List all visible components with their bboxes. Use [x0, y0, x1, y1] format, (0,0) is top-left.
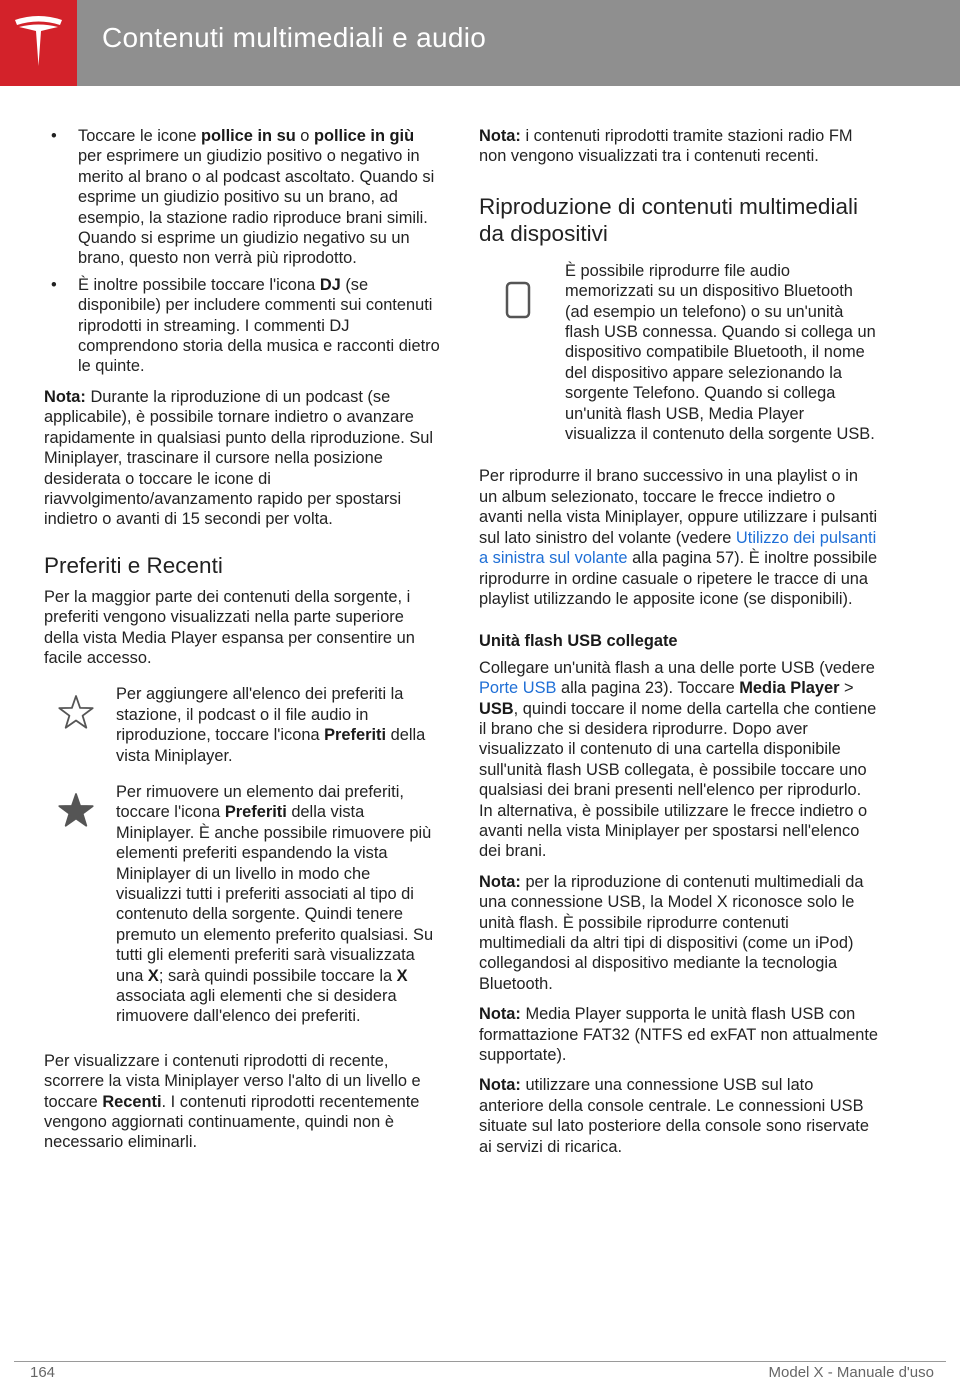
heading-usb: Unità flash USB collegate — [479, 632, 678, 651]
manual-title: Model X - Manuale d'uso — [768, 1364, 934, 1381]
right-column — [479, 126, 879, 1167]
favorites-intro: Per la maggior parte dei contenuti della sorgente, i preferiti vengono visualizzati nella parte superiore della vista Media Player espansa per consentire un facile accesso. — [44, 587, 415, 667]
tesla-logo — [0, 0, 77, 86]
bullet-dot: • — [51, 127, 57, 145]
phone-icon — [479, 261, 559, 341]
note-fm: Nota: i contenuti riprodotti tramite stazioni radio FM non vengono visualizzati tra i contenuti recenti. — [479, 127, 853, 166]
tesla-logo-icon — [13, 14, 64, 72]
usb-ports-link[interactable]: Porte USB — [479, 679, 557, 698]
star-filled-icon — [44, 782, 108, 842]
recent-paragraph: Per visualizzare i contenuti riprodotti di recente, scorrere la vista Miniplayer verso l'alto di un livello e toccare Recenti. I contenuti riprodotti recentemente vengono aggiornati continuamente, quindi non è necessario eliminarli. — [44, 1051, 421, 1152]
note-usb-flash-only: Nota: per la riproduzione di contenuti multimediali da una connessione USB, la Model X riconosce solo le unità flash. È possibile riprodurre contenuti multimediali da altri tipi di dispositivi (come un iPod) collegandosi al dispositivo mediante la tecnologia Bluetooth. — [479, 872, 864, 993]
heading-favorites: Preferiti e Recenti — [44, 552, 223, 578]
bullet-dot: • — [51, 275, 57, 294]
favorite-add-text: Per aggiungere all'elenco dei preferiti la stazione, il podcast o il file audio in riproduzione, toccare l'icona Preferiti della vista Miniplayer. — [116, 685, 426, 765]
bullet-dj: • È inoltre possibile toccare l'icona DJ (se disponibile) per includere commenti sui contenuti riprodotti in streaming. I commenti DJ comprendono storia della musica e racconti dietro le quinte. — [51, 275, 440, 376]
device-text: È possibile riprodurre file audio memorizzati su un dispositivo Bluetooth (ad esempio un telefono) o su un'unità flash USB connessa. Quando si collega un dispositivo compatibile Bluetooth, il nome del dispositivo appare selezionando la sorgente Telefono. Quando si collega un'unità flash USB, Media Player visualizza il contenuto della sorgente USB. — [565, 261, 876, 444]
next-track-paragraph: Per riprodurre il brano successivo in una playlist o in un album selezionato, toccare le frecce indietro o avanti nella vista Miniplayer, oppure utilizzare i pulsanti sul lato sinistro del volante (vedere Utilizzo dei pulsanti a sinistra sul volante alla pagina 57). È inoltre possibile riprodurre in ordine casuale o ripetere le tracce di una playlist utilizzando le apposite icone (se disponibili). — [479, 467, 878, 608]
page-number: 164 — [30, 1364, 56, 1381]
favorite-add-row — [44, 684, 440, 766]
favorite-remove-row — [44, 782, 440, 1027]
footer-divider — [14, 1361, 946, 1362]
bullet-thumbs: • Toccare le icone pollice in su o pollice in giù per esprimere un giudizio positivo o negativo in merito al brano o al podcast ascoltato. Quando si esprime un giudizio positivo su un brano, ad esempio, la stazione radio riproduce brani simili. Quando si esprime un giudizio negativo su un brano, questo non verrà più riprodotto. — [51, 127, 435, 268]
page-title: Contenuti multimediali e audio — [102, 22, 487, 53]
device-row — [479, 261, 879, 445]
note-usb-front: Nota: utilizzare una connessione USB sul lato anteriore della console centrale. Le connessioni USB situate sul lato posteriore della console sono riservate ai servizi di ricarica. — [479, 1076, 869, 1156]
heading-devices: Riproduzione di contenuti multimediali da dispositivi — [479, 193, 858, 246]
steering-buttons-link[interactable]: Utilizzo dei pulsanti a sinistra sul volante — [479, 528, 877, 568]
left-column — [44, 126, 440, 1163]
note-podcast: Nota: Durante la riproduzione di un podcast (se applicabile), è possibile tornare indietro o avanzare rapidamente in qualsiasi punto della riproduzione. Sul Miniplayer, trascinare il cursore nella posizione desiderata o toccare le icone di riavvolgimento/avanzamento rapido per spostarsi indietro o avanti di 15 secondi per volta. — [44, 387, 434, 529]
rating-bullets — [44, 126, 440, 377]
favorite-remove-text: Per rimuovere un elemento dai preferiti, toccare l'icona Preferiti della vista Miniplayer. È anche possibile rimuovere più elementi preferiti espandendo la vista Miniplayer di un livello in modo che visualizzi tutti i preferiti associati al tipo di contenuto della sorgente. Quindi tenere premuto un elemento preferito qualsiasi. Su tutti gli elementi preferiti sarà visualizzata una X; sarà quindi possibile toccare la X associata agli elementi che si desidera rimuovere dall'elenco dei preferiti. — [116, 782, 434, 1026]
note-usb-format: Nota: Media Player supporta le unità flash USB con formattazione FAT32 (NTFS ed exFAT non attualmente supportate). — [479, 1005, 879, 1065]
usb-paragraph: Collegare un'unità flash a una delle porte USB (vedere Porte USB alla pagina 23). Toccare Media Player > USB, quindi toccare il nome della cartella che contiene il brano che si desidera riprodurre. Dopo aver visualizzato il contenuto di una cartella disponibile sull'unità flash USB collegata, è possibile toccare uno qualsiasi dei brani presenti nell'elenco per riprodurlo. In alternativa, è possibile utilizzare le frecce indietro o avanti nella vista Miniplayer per spostarsi nell'elenco dei brani. — [479, 658, 877, 861]
page-header — [0, 0, 960, 86]
star-outline-icon — [44, 684, 108, 744]
